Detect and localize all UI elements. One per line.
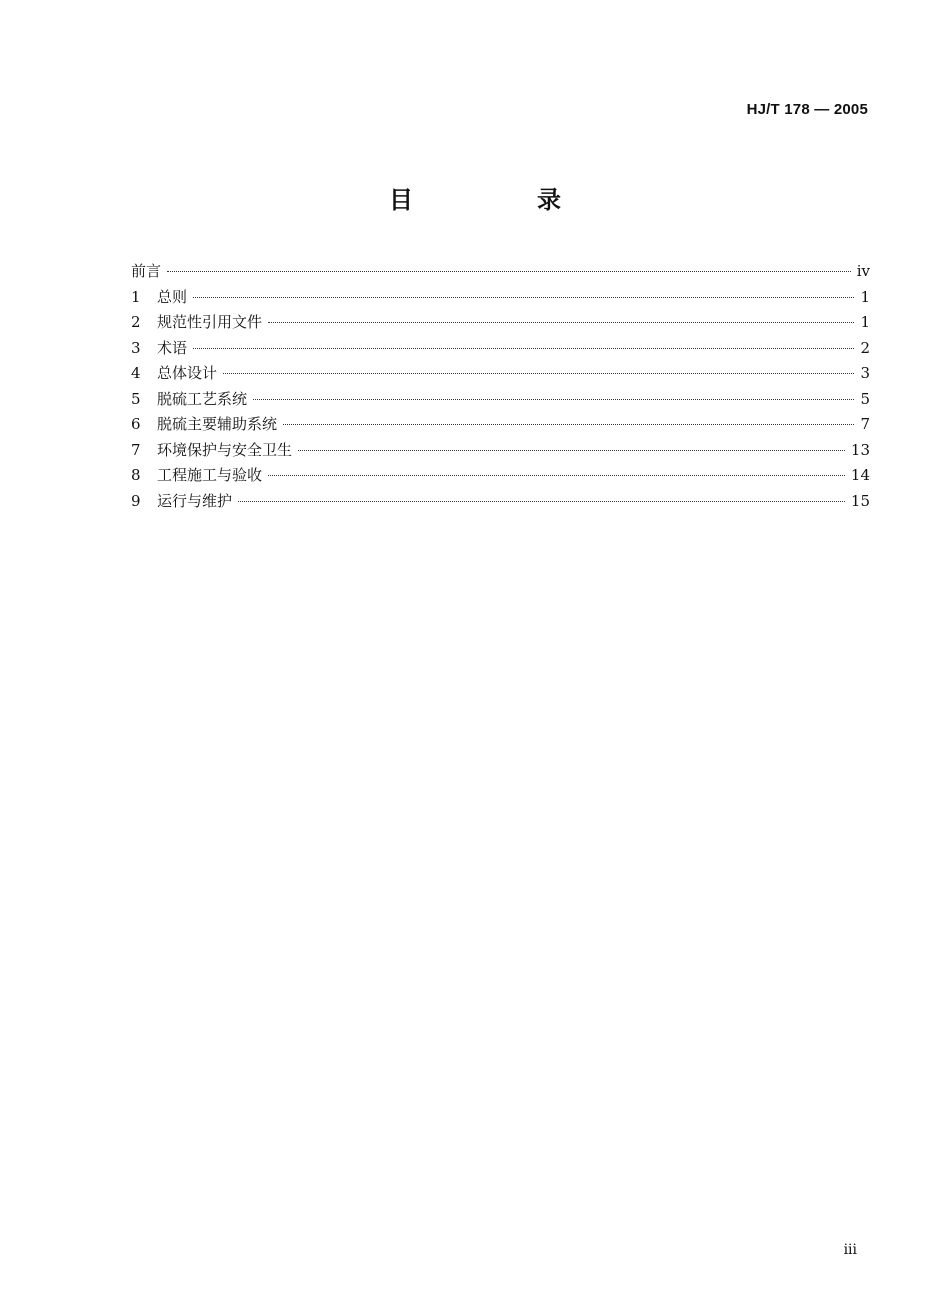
toc-entry-number: 1 [131,287,141,306]
toc-entry-page: 5 [860,389,870,408]
toc-leader [283,424,854,425]
toc-entry-title: 环境保护与安全卫生 [157,440,293,459]
toc-entry-8[interactable] [131,463,870,489]
toc-entry-9[interactable] [131,489,870,515]
toc-entry-number: 4 [131,364,141,382]
toc-entry-foreword[interactable] [131,259,870,285]
toc-entry-title: 规范性引用文件 [157,313,263,331]
toc-entry-number: 9 [131,491,141,510]
toc-entry-1[interactable] [131,285,870,311]
toc-leader [253,399,854,400]
toc-entry-page: 3 [860,364,870,382]
toc-entry-number: 7 [131,440,141,459]
page-number: iii [843,1242,857,1258]
toc-entry-title: 脱硫工艺系统 [157,389,248,408]
toc-entry-title: 前言 [131,262,162,280]
page-title: 目 录 [389,186,611,214]
table-of-contents [131,259,870,514]
toc-leader [238,501,845,502]
toc-entry-page: 1 [860,313,870,331]
toc-entry-page: 14 [850,466,870,484]
toc-leader [193,348,854,349]
toc-entry-7[interactable] [131,438,870,464]
toc-entry-5[interactable] [131,387,870,413]
toc-entry-title: 总体设计 [157,364,218,382]
toc-entry-number: 8 [131,466,141,484]
toc-entry-page: iv [856,262,870,280]
toc-leader [268,475,845,476]
toc-entry-number: 5 [131,389,141,408]
toc-entry-2[interactable] [131,310,870,336]
toc-entry-page: 7 [860,415,870,433]
toc-entry-number: 2 [131,313,141,331]
toc-entry-page: 1 [860,287,870,306]
toc-leader [167,271,851,272]
toc-entry-4[interactable] [131,361,870,387]
toc-entry-page: 2 [860,338,870,357]
toc-entry-title: 运行与维护 [157,491,233,510]
toc-entry-number: 3 [131,338,141,357]
toc-entry-page: 13 [850,440,870,459]
toc-entry-page: 15 [850,491,870,510]
toc-entry-title: 术语 [157,338,188,357]
toc-entry-title: 总则 [157,287,188,306]
toc-leader [223,373,854,374]
toc-entry-number: 6 [131,415,141,433]
toc-leader [193,297,854,298]
toc-leader [268,322,854,323]
standard-code: HJ/T 178 — 2005 [746,101,868,118]
toc-entry-3[interactable] [131,336,870,362]
toc-entry-title: 工程施工与验收 [157,466,263,484]
toc-entry-6[interactable] [131,412,870,438]
toc-entry-title: 脱硫主要辅助系统 [157,415,278,433]
toc-leader [298,450,845,451]
